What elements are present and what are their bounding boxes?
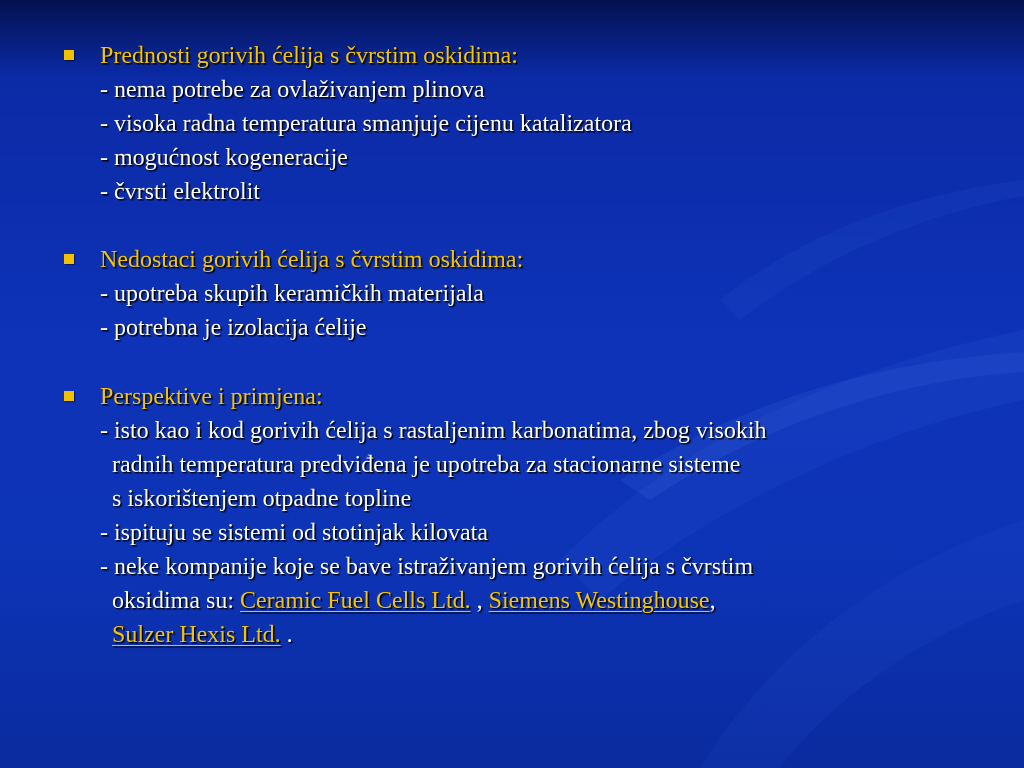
disadvantages-section — [64, 243, 524, 345]
perspective-item-continuation: s iskorištenjem otpadne topline — [112, 486, 412, 512]
end-period: . — [280, 622, 293, 648]
link-sulzer-hexis[interactable]: Sulzer Hexis Ltd. — [112, 622, 281, 648]
advantage-item: - čvrsti elektrolit — [100, 179, 260, 205]
companies-line-2 — [112, 618, 767, 652]
perspective-item: - isto kao i kod gorivih ćelija s rastaljenim karbonatima, zbog visokih — [100, 418, 767, 444]
separator: , — [470, 588, 489, 614]
perspectives-heading-row — [64, 380, 767, 414]
square-bullet-icon — [64, 391, 74, 401]
link-siemens-westinghouse[interactable]: Siemens Westinghouse — [488, 588, 710, 614]
perspective-item: - ispituju se sistemi od stotinjak kilovata — [100, 520, 488, 546]
square-bullet-icon — [64, 254, 74, 264]
square-bullet-icon — [64, 50, 74, 60]
advantages-heading: Prednosti gorivih ćelija s čvrstim oskidima: — [100, 43, 518, 69]
advantage-item: - visoka radna temperatura smanjuje cijenu katalizatora — [100, 111, 632, 137]
disadvantages-heading: Nedostaci gorivih ćelija s čvrstim oskidima: — [100, 247, 524, 273]
disadvantage-item: - potrebna je izolacija ćelije — [100, 315, 367, 341]
link-ceramic-fuel-cells[interactable]: Ceramic Fuel Cells Ltd. — [240, 588, 471, 614]
companies-prefix: oksidima su: — [112, 588, 241, 614]
perspective-item: - neke kompanije koje se bave istraživanjem gorivih ćelija s čvrstim — [100, 554, 754, 580]
separator: , — [709, 588, 716, 614]
advantages-section — [64, 39, 632, 209]
perspective-item-continuation: radnih temperatura predviđena je upotreba za stacionarne sisteme — [112, 452, 741, 478]
advantage-item: - mogućnost kogeneracije — [100, 145, 348, 171]
perspectives-heading: Perspektive i primjena: — [100, 384, 323, 410]
companies-line — [112, 584, 767, 618]
advantages-heading-row — [64, 39, 632, 73]
disadvantages-heading-row — [64, 243, 524, 277]
disadvantage-item: - upotreba skupih keramičkih materijala — [100, 281, 484, 307]
advantage-item: - nema potrebe za ovlaživanjem plinova — [100, 77, 485, 103]
perspectives-section — [64, 380, 767, 652]
